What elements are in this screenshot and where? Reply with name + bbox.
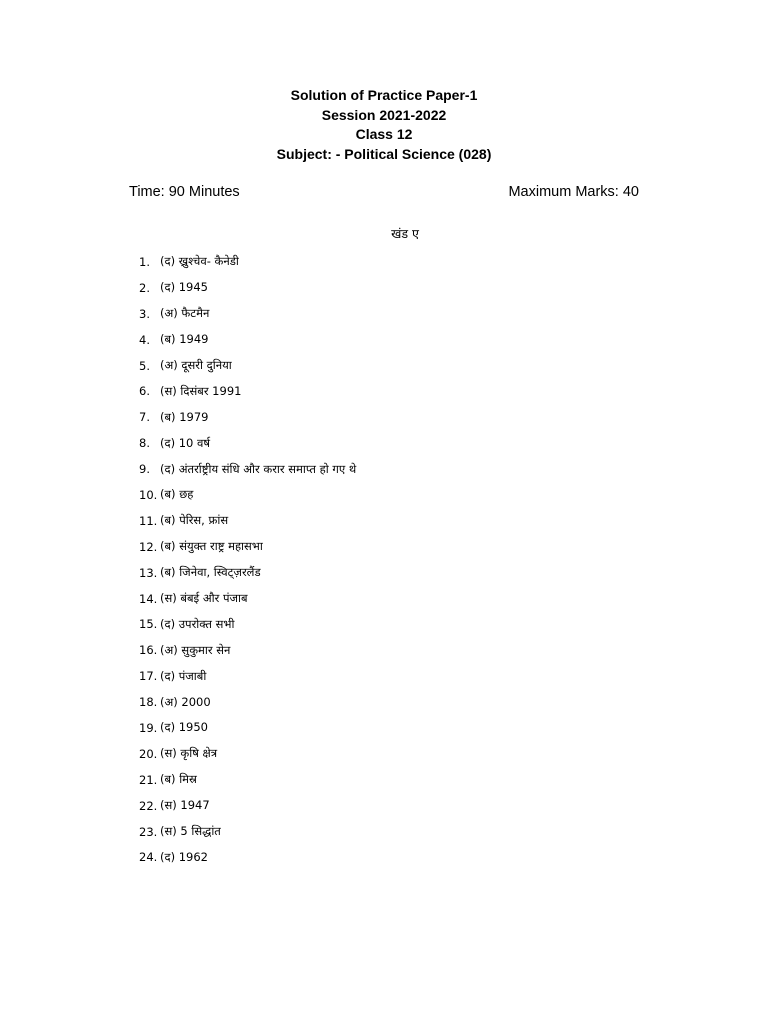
answer-item	[139, 353, 356, 379]
answer-number: 22.	[139, 798, 158, 813]
answer-item	[139, 793, 356, 819]
answer-text: (स) दिसंबर 1991	[160, 383, 242, 398]
answer-number: 6.	[139, 384, 150, 399]
answer-number: 7.	[139, 410, 150, 425]
answer-number: 9.	[139, 462, 150, 477]
answer-item	[139, 715, 356, 741]
answer-number: 19.	[139, 720, 158, 735]
time-label: Time: 90 Minutes	[129, 184, 240, 200]
document-header	[0, 86, 768, 164]
answer-item	[139, 611, 356, 637]
class-line: Class 12	[355, 126, 413, 142]
answer-text: (स) 1947	[160, 798, 210, 813]
answer-text: (स) कृषि क्षेत्र	[160, 746, 218, 761]
answer-number: 17.	[139, 669, 158, 684]
session-line: Session 2021-2022	[321, 106, 447, 123]
answer-number: 16.	[139, 643, 158, 658]
answer-text: (स) 5 सिद्धांत	[160, 824, 221, 839]
answer-number: 14.	[139, 591, 158, 606]
answer-item	[139, 689, 356, 715]
answer-number: 4.	[139, 332, 150, 347]
answer-text: (द) अंतर्राष्ट्रीय संधि और करार समाप्त हो गए थे	[160, 461, 357, 476]
answer-item	[139, 301, 356, 327]
answer-item	[139, 637, 356, 663]
answer-text: (अ) 2000	[160, 694, 211, 709]
answer-item	[139, 819, 356, 845]
answer-number: 20.	[139, 746, 158, 761]
answer-number: 23.	[139, 824, 158, 839]
answer-text: (द) पंजाबी	[160, 668, 207, 683]
answer-item	[139, 482, 356, 508]
answer-number: 10.	[139, 487, 158, 502]
answer-item	[139, 534, 356, 560]
answer-item	[139, 560, 356, 586]
answer-number: 18.	[139, 695, 158, 710]
answer-text: (ब) पेरिस, फ्रांस	[160, 513, 229, 528]
answer-text: (ब) 1949	[160, 332, 209, 347]
answer-text: (द) 1945	[160, 280, 209, 295]
answer-item	[139, 456, 356, 482]
answer-item	[139, 508, 356, 534]
answer-text: (ब) संयुक्त राष्ट्र महासभा	[160, 539, 263, 554]
answer-item	[139, 249, 356, 275]
answer-text: (ब) 1979	[160, 409, 209, 424]
answer-text: (ब) जिनेवा, स्विट्ज़रलैंड	[160, 565, 261, 580]
exam-meta-row	[129, 183, 639, 201]
answer-number: 3.	[139, 306, 150, 321]
answer-text: (ब) मिस्र	[160, 772, 197, 787]
answer-number: 24.	[139, 850, 158, 865]
answer-item	[139, 327, 356, 353]
answer-item	[139, 844, 356, 870]
max-marks-label: Maximum Marks: 40	[508, 184, 639, 200]
answer-number: 8.	[139, 436, 150, 451]
answer-text: (अ) दूसरी दुनिया	[160, 358, 232, 372]
answer-text: (द) 1950	[160, 720, 209, 735]
answer-item	[139, 741, 356, 767]
answer-item	[139, 767, 356, 793]
answer-item	[139, 430, 356, 456]
answer-text: (ब) छह	[160, 487, 194, 502]
answer-number: 21.	[139, 772, 158, 787]
answer-item	[139, 663, 356, 689]
section-title: खंड ए	[391, 226, 419, 241]
answer-text: (द) ख्रुश्चेव- कैनेडी	[160, 254, 239, 269]
answer-number: 12.	[139, 539, 158, 554]
answer-number: 1.	[139, 254, 150, 269]
answer-number: 2.	[139, 280, 150, 295]
answer-text: (अ) फैटमैन	[160, 306, 210, 321]
answer-item	[139, 404, 356, 430]
answer-number: 15.	[139, 617, 158, 632]
answer-item	[139, 378, 356, 404]
document-title: Solution of Practice Paper-1	[290, 87, 478, 103]
answer-list	[139, 249, 356, 870]
answer-number: 11.	[139, 513, 158, 528]
subject-line: Subject: - Political Science (028)	[276, 145, 492, 162]
answer-number: 13.	[139, 565, 158, 580]
answer-item	[139, 275, 356, 301]
answer-text: (द) 1962	[160, 849, 209, 864]
answer-text: (अ) सुकुमार सेन	[160, 642, 231, 657]
answer-text: (द) उपरोक्त सभी	[160, 616, 235, 631]
answer-text: (स) बंबई और पंजाब	[160, 591, 248, 606]
answer-item	[139, 586, 356, 612]
answer-text: (द) 10 वर्ष	[160, 435, 211, 450]
answer-number: 5.	[139, 358, 150, 373]
